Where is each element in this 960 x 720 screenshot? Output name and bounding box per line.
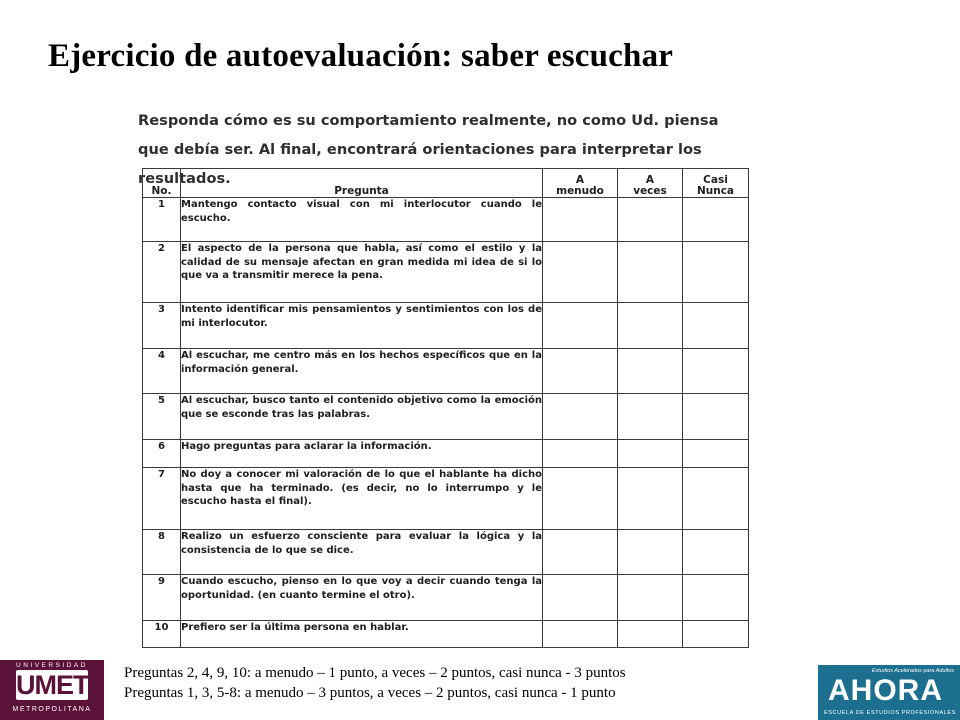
umet-logo bbox=[0, 660, 104, 720]
row-question: Intento identificar mis pensamientos y sentimientos con los de mi interlocutor. bbox=[181, 303, 543, 349]
answer-often-cell[interactable] bbox=[543, 242, 618, 303]
row-number: 4 bbox=[143, 349, 181, 394]
header-no: No. bbox=[143, 169, 181, 198]
umet-logo-bottom: METROPOLITANA bbox=[12, 706, 92, 713]
answer-sometimes-cell[interactable] bbox=[618, 440, 683, 468]
scoring-line-1: Preguntas 2, 4, 9, 10: a menudo – 1 punto, a veces – 2 puntos, casi nunca - 3 puntos bbox=[124, 665, 626, 681]
answer-often-cell[interactable] bbox=[543, 440, 618, 468]
table-header-row bbox=[143, 169, 749, 198]
row-question: Al escuchar, me centro más en los hechos específicos que en la información general. bbox=[181, 349, 543, 394]
umet-logo-main: UMET bbox=[16, 670, 89, 700]
answer-often-cell[interactable] bbox=[543, 394, 618, 440]
header-almost-never: Casi Nunca bbox=[683, 169, 749, 198]
answer-often-cell[interactable] bbox=[543, 468, 618, 530]
header-question: Pregunta bbox=[181, 169, 543, 198]
row-number: 6 bbox=[143, 440, 181, 468]
answer-almost-never-cell[interactable] bbox=[683, 575, 749, 621]
row-number: 1 bbox=[143, 198, 181, 242]
ahora-logo bbox=[818, 665, 960, 720]
table-row bbox=[143, 468, 749, 530]
umet-logo-top: UNIVERSIDAD bbox=[16, 662, 88, 669]
row-question: Hago preguntas para aclarar la información. bbox=[181, 440, 543, 468]
answer-often-cell[interactable] bbox=[543, 621, 618, 648]
answer-sometimes-cell[interactable] bbox=[618, 394, 683, 440]
answer-sometimes-cell[interactable] bbox=[618, 303, 683, 349]
survey-table bbox=[142, 168, 749, 648]
answer-almost-never-cell[interactable] bbox=[683, 198, 749, 242]
row-question: Prefiero ser la última persona en hablar. bbox=[181, 621, 543, 648]
answer-sometimes-cell[interactable] bbox=[618, 575, 683, 621]
answer-often-cell[interactable] bbox=[543, 303, 618, 349]
row-question: Realizo un esfuerzo consciente para evaluar la lógica y la consistencia de lo que se dice. bbox=[181, 530, 543, 575]
slide-title: Ejercicio de autoevaluación: saber escuchar bbox=[48, 38, 674, 74]
row-question: No doy a conocer mi valoración de lo que el hablante ha dicho hasta que ha terminado. (es decir, no lo interrumpo y le escucho hasta el final). bbox=[181, 468, 543, 530]
survey-scan bbox=[136, 104, 756, 652]
table-row bbox=[143, 530, 749, 575]
scoring-line-2: Preguntas 1, 3, 5-8: a menudo – 3 puntos, a veces – 2 puntos, casi nunca - 1 punto bbox=[124, 685, 616, 701]
ahora-logo-tagline: Estudios Acelerados para Adultos bbox=[871, 668, 954, 674]
row-number: 3 bbox=[143, 303, 181, 349]
answer-almost-never-cell[interactable] bbox=[683, 530, 749, 575]
row-question: Cuando escucho, pienso en lo que voy a decir cuando tenga la oportunidad. (en cuanto termine el otro). bbox=[181, 575, 543, 621]
answer-almost-never-cell[interactable] bbox=[683, 468, 749, 530]
answer-often-cell[interactable] bbox=[543, 575, 618, 621]
answer-almost-never-cell[interactable] bbox=[683, 242, 749, 303]
ahora-logo-bottom: ESCUELA DE ESTUDIOS PROFESIONALES bbox=[824, 710, 956, 716]
row-question: El aspecto de la persona que habla, así como el estilo y la calidad de su mensaje afectan en gran medida mi idea de si lo que va a transmitir merece la pena. bbox=[181, 242, 543, 303]
row-number: 9 bbox=[143, 575, 181, 621]
table-row bbox=[143, 440, 749, 468]
answer-almost-never-cell[interactable] bbox=[683, 394, 749, 440]
row-number: 5 bbox=[143, 394, 181, 440]
answer-often-cell[interactable] bbox=[543, 530, 618, 575]
answer-sometimes-cell[interactable] bbox=[618, 530, 683, 575]
survey-instructions: Responda cómo es su comportamiento realmente, no como Ud. piensa que debía ser. Al final, encontrará orientaciones para interpretar los resultados. bbox=[138, 112, 719, 187]
answer-almost-never-cell[interactable] bbox=[683, 349, 749, 394]
table-row bbox=[143, 575, 749, 621]
answer-sometimes-cell[interactable] bbox=[618, 621, 683, 648]
table-row bbox=[143, 303, 749, 349]
row-number: 10 bbox=[143, 621, 181, 648]
answer-almost-never-cell[interactable] bbox=[683, 440, 749, 468]
scoring-notes bbox=[124, 663, 626, 703]
answer-often-cell[interactable] bbox=[543, 198, 618, 242]
table-row bbox=[143, 621, 749, 648]
table-row bbox=[143, 242, 749, 303]
table-row bbox=[143, 394, 749, 440]
answer-often-cell[interactable] bbox=[543, 349, 618, 394]
table-row bbox=[143, 349, 749, 394]
answer-almost-never-cell[interactable] bbox=[683, 621, 749, 648]
header-often: A menudo bbox=[543, 169, 618, 198]
row-number: 2 bbox=[143, 242, 181, 303]
answer-sometimes-cell[interactable] bbox=[618, 198, 683, 242]
table-row bbox=[143, 198, 749, 242]
row-question: Al escuchar, busco tanto el contenido objetivo como la emoción que se esconde tras las palabras. bbox=[181, 394, 543, 440]
answer-sometimes-cell[interactable] bbox=[618, 468, 683, 530]
answer-almost-never-cell[interactable] bbox=[683, 303, 749, 349]
row-number: 8 bbox=[143, 530, 181, 575]
row-question: Mantengo contacto visual con mi interlocutor cuando le escucho. bbox=[181, 198, 543, 242]
row-number: 7 bbox=[143, 468, 181, 530]
ahora-logo-main: AHORA bbox=[828, 674, 943, 707]
header-sometimes: A veces bbox=[618, 169, 683, 198]
answer-sometimes-cell[interactable] bbox=[618, 242, 683, 303]
answer-sometimes-cell[interactable] bbox=[618, 349, 683, 394]
